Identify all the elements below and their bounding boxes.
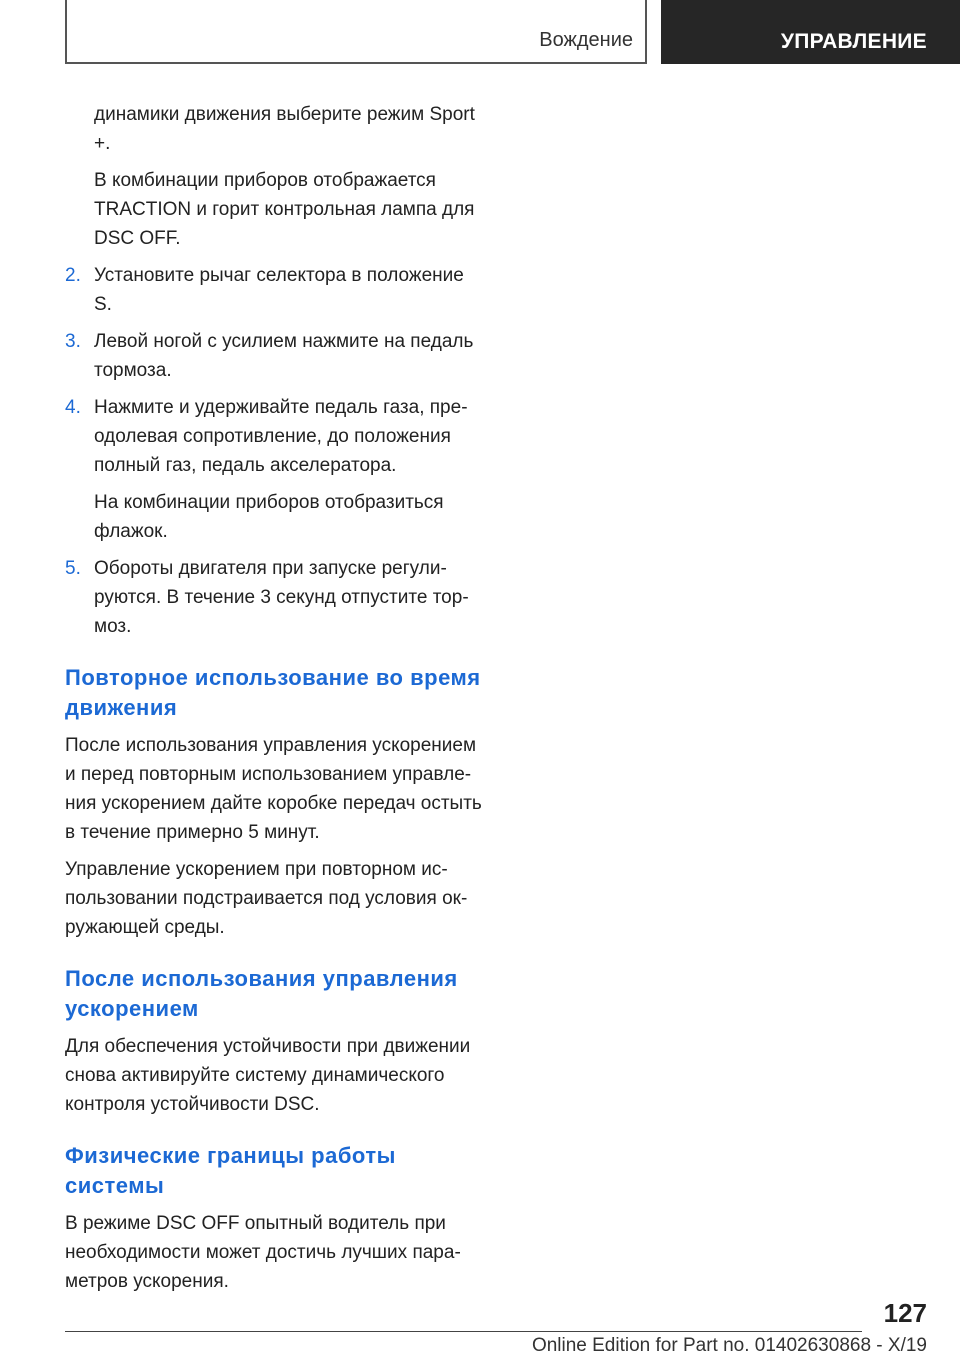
section-limits-para: В режиме DSC OFF опытный водитель при необходимости может достичь лучших параметров ускорения. — [65, 1213, 461, 1292]
header-chapter-tab — [661, 0, 960, 64]
footer-divider — [65, 1331, 862, 1332]
step-number: 3. — [65, 331, 81, 352]
step-text: Обороты двигателя при запуске регулируются. В течение 3 секунд отпустите тормоз. — [94, 558, 469, 637]
step-text: Установите рычаг селектора в положение S. — [94, 265, 464, 315]
header-chapter-title: УПРАВЛЕНИЕ — [780, 30, 927, 53]
step-text: Нажмите и удерживайте педаль газа, преодолевая сопротивление, до положения полный газ, педаль акселератора. — [94, 397, 468, 476]
footer-edition: Online Edition for Part no. 01402630868 - X/19 — [531, 1335, 927, 1356]
section-after-use-para: Для обеспечения устойчивости при движении снова активируйте систему динамического контроля устойчивости DSC. — [65, 1036, 471, 1115]
header-section-tab — [65, 0, 647, 64]
step-5 — [65, 554, 485, 641]
step-number: 2. — [65, 265, 81, 286]
step-2 — [65, 261, 485, 319]
step-text: Левой ногой с усилием нажмите на педаль тормоза. — [94, 331, 474, 381]
intro-note: В комбинации приборов отображается TRACTION и горит контрольная лампа для DSC OFF. — [94, 170, 475, 249]
section-heading-limits: Физические границы работы системы — [65, 1143, 396, 1198]
page-content — [65, 100, 485, 1304]
step-3 — [65, 327, 485, 385]
page-number: 127 — [883, 1298, 927, 1328]
section-reuse-para-1: После использования управления ускорением и перед повторным использованием управления ускорением дайте коробке передач остыть в течение примерно 5 минут. — [65, 735, 482, 843]
step-number: 5. — [65, 558, 81, 579]
step-4 — [65, 393, 485, 480]
section-reuse-para-2: Управление ускорением при повторном использовании подстраивается под условия окружающей среды. — [65, 859, 468, 938]
section-heading-after-use: После использования управления ускорением — [65, 966, 458, 1021]
header-section-title: Вождение — [539, 29, 633, 51]
section-heading-reuse: Повторное использование во время движения — [65, 665, 481, 720]
step-number: 4. — [65, 397, 81, 418]
intro-continuation: динамики движения выберите режим Sport +. — [94, 104, 475, 154]
step-4-note: На комбинации приборов отобразиться флажок. — [94, 492, 444, 542]
